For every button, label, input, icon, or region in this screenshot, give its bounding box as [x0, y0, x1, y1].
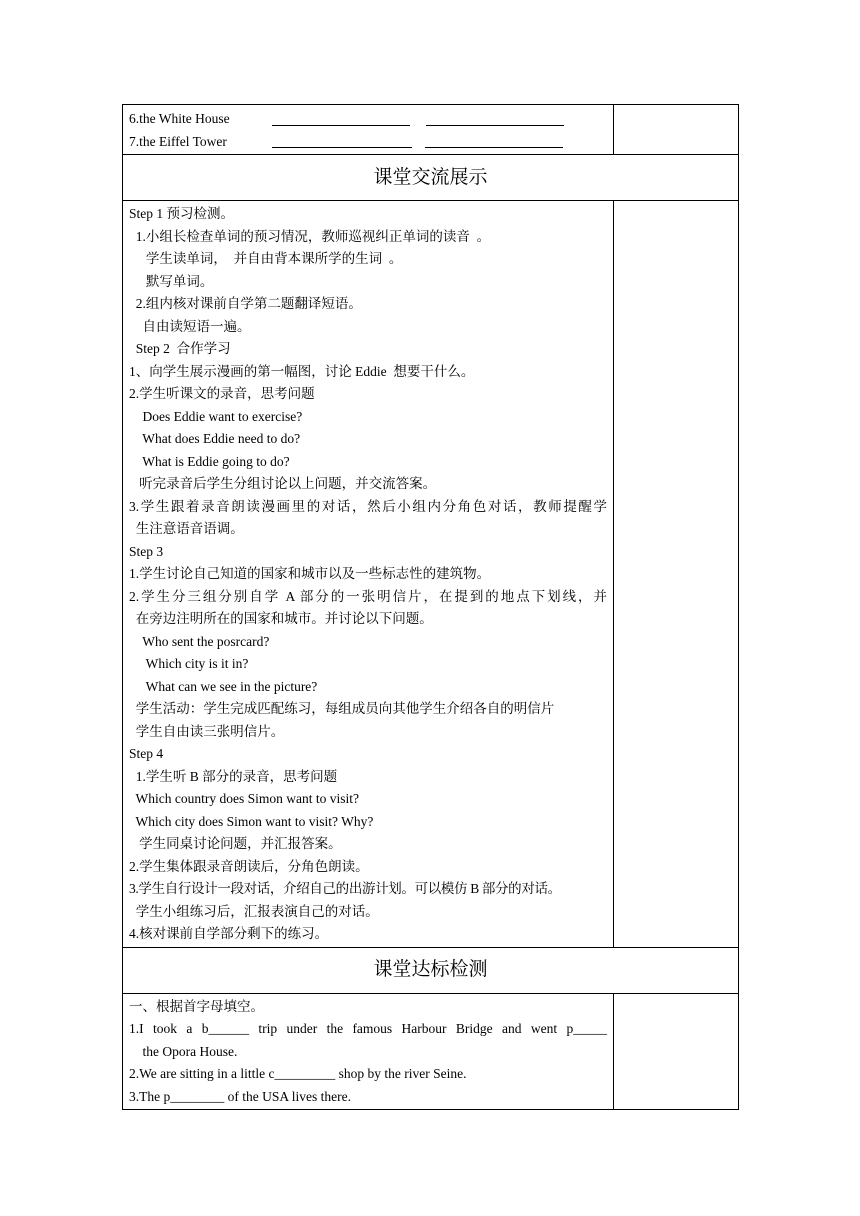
top-line-2: [129, 131, 613, 153]
text-line: 生注意语音语调。: [129, 521, 244, 536]
answer-blank: [426, 112, 564, 126]
text-line: 2.组内核对课前自学第二题翻译短语。: [129, 296, 362, 311]
exercise-item: the Opora House.: [129, 1043, 238, 1059]
text-line: Who sent the posrcard?: [129, 633, 270, 649]
test-body-row: [123, 993, 739, 1110]
text-line: What does Eddie need to do?: [129, 431, 301, 446]
landmark-label: 7.the Eiffel Tower: [129, 134, 227, 149]
text-line: 3.学生跟着录音朗读漫画里的对话，然后小组内分角色对话，教师提醒学: [129, 498, 607, 514]
test-main-cell: [123, 993, 614, 1110]
text-line: Step 4: [129, 746, 164, 761]
text-line: Does Eddie want to exercise?: [129, 408, 303, 424]
text-line: Which country does Simon want to visit?: [129, 791, 359, 806]
text-line: Which city does Simon want to visit? Why?: [129, 813, 374, 829]
display-side-cell: [614, 201, 739, 948]
test-heading-row: [123, 947, 739, 993]
text-line: 学生读单词， 并自由背本课所学的生词 。: [129, 251, 403, 266]
answer-blank: [425, 134, 563, 148]
text-line: 1.学生听 B 部分的录音，思考问题: [129, 768, 338, 784]
top-main-cell: [123, 105, 614, 155]
display-main-cell: [123, 201, 614, 948]
text-line: 学生同桌讨论问题，并汇报答案。: [129, 836, 342, 851]
text-line: 1.小组长检查单词的预习情况，教师巡视纠正单词的读音 。: [129, 228, 491, 244]
section-heading: 课堂达标检测: [373, 959, 488, 980]
section-heading: 课堂交流展示: [373, 166, 488, 188]
text-line: 学生活动：学生完成匹配练习，每组成员向其他学生介绍各自的明信片: [129, 701, 555, 716]
text-line: 学生小组练习后，汇报表演自己的对话。: [129, 903, 379, 919]
display-body-row: [123, 201, 739, 948]
text-line: Step 1 预习检测。: [129, 206, 235, 221]
exercise-item: 1.I took a b______ trip under the famous Harbour Bridge and went p_____: [129, 1021, 607, 1036]
exercise-item: 3.The p________ of the USA lives there.: [129, 1088, 351, 1104]
test-side-cell: [614, 993, 739, 1110]
text-line: 1.学生讨论自己知道的国家和城市以及一些标志性的建筑物。: [129, 566, 491, 581]
exercise-title: 一、根据首字母填空。: [129, 998, 264, 1014]
display-heading-cell: [123, 155, 739, 201]
text-line: 2.学生听课文的录音，思考问题: [129, 386, 315, 401]
top-side-cell: [614, 105, 739, 155]
answer-blank: [272, 134, 412, 148]
text-line: Step 2 合作学习: [129, 341, 231, 356]
text-line: 2.学生集体跟录音朗读后，分角色朗读。: [129, 858, 369, 874]
text-line: What can we see in the picture?: [129, 678, 318, 694]
text-line: 3.学生自行设计一段对话，介绍自己的出游计划。可以模仿 B 部分的对话。: [129, 881, 561, 896]
exercise-item: 2.We are sitting in a little c_________ shop by the river Seine.: [129, 1066, 467, 1081]
text-line: Step 3: [129, 543, 164, 559]
answer-blank: [272, 112, 410, 126]
text-line: 自由读短语一遍。: [129, 318, 251, 334]
text-line: What is Eddie going to do?: [129, 453, 290, 469]
text-line: 4.核对课前自学部分剩下的练习。: [129, 926, 329, 941]
text-line: Which city is it in?: [129, 656, 249, 671]
landmark-label: 6.the White House: [129, 111, 230, 126]
top-line-1: [129, 108, 613, 131]
display-heading-row: [123, 155, 739, 201]
top-row: [123, 105, 739, 155]
test-heading-cell: [123, 947, 739, 993]
text-line: 在旁边注明所在的国家和城市。并讨论以下问题。: [129, 611, 433, 626]
lesson-plan-table: [122, 104, 739, 1110]
text-line: 听完录音后学生分组讨论以上问题，并交流答案。: [129, 476, 437, 491]
text-line: 默写单词。: [129, 273, 214, 289]
text-line: 学生自由读三张明信片。: [129, 723, 285, 739]
text-line: 2.学生分三组分别自学 A 部分的一张明信片，在提到的地点下划线，并: [129, 588, 607, 604]
text-line: 1、向学生展示漫画的第一幅图，讨论 Eddie 想要干什么。: [129, 363, 475, 379]
